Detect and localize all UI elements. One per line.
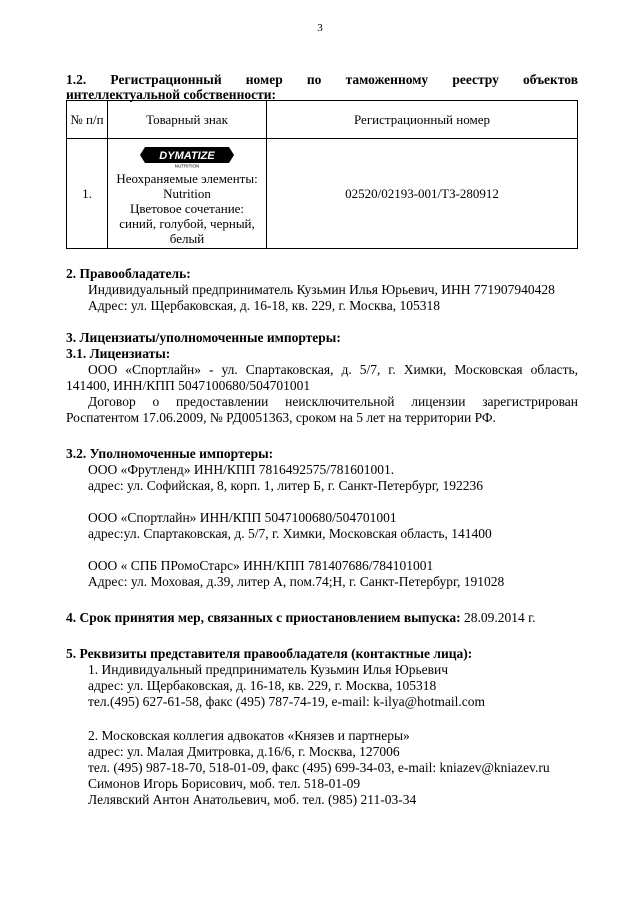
section-4-date: 28.09.2014 г. bbox=[464, 610, 536, 625]
trademark-table bbox=[66, 100, 578, 249]
section-2-title: 2. Правообладатель: bbox=[66, 266, 191, 281]
rights-holder-line1: Индивидуальный предприниматель Кузьмин Илья Юрьевич, ИНН 771907940428 bbox=[88, 282, 555, 297]
table-row bbox=[67, 139, 578, 249]
trademark-line-5: белый bbox=[169, 231, 205, 246]
importer-1-name: ООО «Фрутленд» ИНН/КПП 7816492575/781601001. bbox=[88, 462, 395, 477]
importer-3-address: Адрес: ул. Моховая, д.39, литер А, пом.74;Н, г. Санкт-Петербург, 191028 bbox=[88, 574, 505, 589]
row-number: 1. bbox=[67, 139, 108, 249]
importer-1-address: адрес: ул. Софийская, 8, корп. 1, литер Б, г. Санкт-Петербург, 192236 bbox=[88, 478, 484, 493]
section-3-2-title: 3.2. Уполномоченные импортеры: bbox=[66, 446, 274, 461]
licensee-line3: Договор о предоставлении неисключительной лицензии зарегистрирован bbox=[88, 394, 578, 409]
header-reg-number: Регистрационный номер bbox=[267, 101, 578, 139]
trademark-line-4: синий, голубой, черный, bbox=[119, 216, 255, 231]
dymatize-logo bbox=[139, 144, 235, 171]
section-5-title: 5. Реквизиты представителя правообладателя (контактные лица): bbox=[66, 646, 473, 661]
contact-2-line1: 2. Московская коллегия адвокатов «Князев и партнеры» bbox=[88, 728, 410, 743]
contact-2-line2: адрес: ул. Малая Дмитровка, д.16/6, г. Москва, 127006 bbox=[88, 744, 400, 759]
logo-text: DYMATIZE bbox=[159, 150, 215, 162]
importer-2-address: адрес:ул. Спартаковская, д. 5/7, г. Химки, Московская область, 141400 bbox=[88, 526, 492, 541]
contact-1-line1: 1. Индивидуальный предприниматель Кузьмин Илья Юрьевич bbox=[88, 662, 449, 677]
trademark-cell bbox=[108, 139, 267, 249]
rights-holder-line2: Адрес: ул. Щербаковская, д. 16-18, кв. 229, г. Москва, 105318 bbox=[88, 298, 440, 313]
contact-1-line2: адрес: ул. Щербаковская, д. 16-18, кв. 229, г. Москва, 105318 bbox=[88, 678, 437, 693]
contact-1-line3: тел.(495) 627-61-58, факс (495) 787-74-19, e-mail: k-ilya@hotmail.com bbox=[88, 694, 485, 709]
section-1-2-title-line1: 1.2. Регистрационный номер по таможенному реестру объектов bbox=[66, 72, 578, 87]
header-trademark: Товарный знак bbox=[108, 101, 267, 139]
licensee-line1: ООО «Спортлайн» - ул. Спартаковская, д. 5/7, г. Химки, Московская область, bbox=[88, 362, 578, 377]
contact-2-line5: Лелявский Антон Анатольевич, моб. тел. (985) 211-03-34 bbox=[88, 792, 417, 807]
importer-3-name: ООО « СПБ ПРомоСтарс» ИНН/КПП 781407686/784101001 bbox=[88, 558, 434, 573]
importer-2-name: ООО «Спортлайн» ИНН/КПП 5047100680/504701001 bbox=[88, 510, 397, 525]
contact-2-line4: Симонов Игорь Борисович, моб. тел. 518-01-09 bbox=[88, 776, 361, 791]
licensee-line4: Роспатентом 17.06.2009, № РД0051363, сроком на 5 лет на территории РФ. bbox=[66, 410, 496, 425]
licensee-line2: 141400, ИНН/КПП 5047100680/504701001 bbox=[66, 378, 311, 393]
trademark-line-2: Nutrition bbox=[163, 186, 211, 201]
section-1-2-title-line2: интеллектуальной собственности: bbox=[66, 87, 276, 102]
section-4 bbox=[66, 610, 536, 626]
section-4-label: 4. Срок принятия мер, связанных с приостановлением выпуска: bbox=[66, 610, 461, 625]
contact-2-line3: тел. (495) 987-18-70, 518-01-09, факс (495) 699-34-03, e-mail: kniazev@kniazev.ru bbox=[88, 760, 550, 775]
section-3-title: 3. Лицензиаты/уполномоченные импортеры: bbox=[66, 330, 341, 345]
table-header-row bbox=[67, 101, 578, 139]
logo-subtext: NUTRITION bbox=[174, 163, 200, 168]
reg-number-cell: 02520/02193-001/ТЗ-280912 bbox=[267, 139, 578, 249]
trademark-line-1: Неохраняемые элементы: bbox=[116, 171, 258, 186]
page-number: 3 bbox=[317, 22, 323, 34]
section-3-1-title: 3.1. Лицензиаты: bbox=[66, 346, 171, 361]
header-number: № п/п bbox=[67, 101, 108, 139]
trademark-line-3: Цветовое сочетание: bbox=[129, 201, 245, 216]
